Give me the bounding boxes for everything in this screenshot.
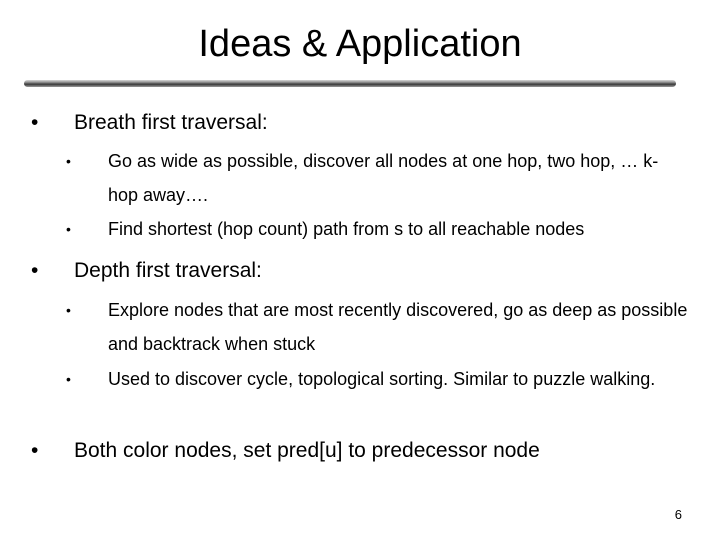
sub-bullet-text: Find shortest (hop count) path from s to all reachable nodes [108, 219, 585, 239]
sub-bullet-text: Go as wide as possible, discover all nodes at one hop, two hop, … k-hop away…. [108, 151, 659, 205]
sub-bullet-text: Explore nodes that are most recently discovered, go as deep as possible and backtrack when stuck [108, 300, 688, 354]
sub-bullet-marker: • [66, 221, 71, 237]
sub-bullet-text: Used to discover cycle, topological sorting. Similar to puzzle walking. [108, 369, 656, 389]
bullet-marker: • [31, 439, 39, 462]
page-number: 6 [674, 507, 682, 522]
bullet-marker: • [31, 259, 39, 282]
sub-bullet-marker: • [66, 153, 71, 169]
bullet-text: Depth first traversal: [74, 259, 262, 282]
sub-bullet-marker: • [66, 371, 71, 387]
bullet-marker: • [31, 111, 39, 134]
slide-title: Ideas & Application [198, 23, 522, 65]
bullet-text: Both color nodes, set pred[u] to predecessor node [74, 439, 540, 462]
bullet-text: Breath first traversal: [74, 111, 268, 134]
sub-bullet-marker: • [66, 302, 71, 318]
